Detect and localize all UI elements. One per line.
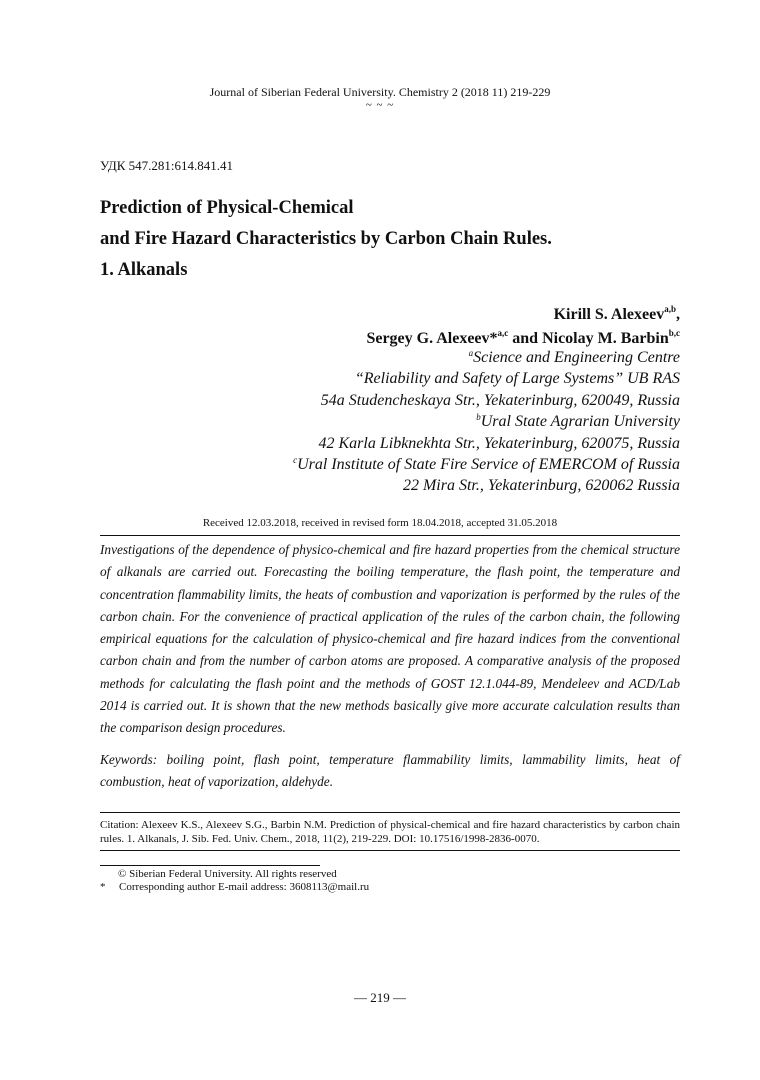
author-superscript: a,b <box>664 304 676 314</box>
author-name: Kirill S. Alexeev <box>553 306 665 323</box>
divider <box>100 812 680 813</box>
affiliation-line: 42 Karla Libknekhta Str., Yekaterinburg, 620075, Russia <box>318 434 680 452</box>
affiliation-line: $^b$Ural State Agrarian University <box>476 412 680 431</box>
affiliation-line: $^c$Ural Institute of State Fire Service of EMERCOM of Russia <box>293 455 680 474</box>
affiliation-line: 22 Mira Str., Yekaterinburg, 620062 Russia <box>402 477 680 495</box>
affiliation-line: 54a Studencheskaya Str., Yekaterinburg, 620049, Russia <box>320 391 680 409</box>
udk-code: УДК 547.281:614.841.41 <box>100 158 234 173</box>
abstract: Investigations of the dependence of physico-chemical and fire hazard properties from the chemical structure of alkanals are carried out. Forecasting the boiling temperature, the flash point, the temperature and concentration flammability limits, the heats of combustion and vaporization is performed by the rules of the carbon chain. For the convenience of practical application of the rules of the carbon chain, the following empirical equations for the calculation of physico-chemical and fire hazard indices from the conventional carbon chain and from the number of carbon atoms are proposed. A comparative analysis of the proposed methods for calculating the flash point and the methods of GOST 12.1.044-89, Mendeleev and ACD/Lab 2014 is carried out. It is shown that the new methods basically give more accurate calculation results than the comparison design procedures. <box>100 542 680 736</box>
author-list <box>80 303 680 351</box>
paper-title <box>100 193 700 286</box>
citation: Citation: Alexeev K.S., Alexeev S.G., Barbin N.M. Prediction of physical-chemical and fire hazard characteristics by carbon chain rules. 1. Alkanals, J. Sib. Fed. Univ. Chem., 2018, 11(2), 219-229. DOI: 10.17516/1998-2836-0070. <box>100 819 680 845</box>
footnote-asterisk: * <box>100 881 106 893</box>
affiliations <box>80 347 680 497</box>
corresponding-author-note <box>100 881 369 893</box>
title-line-2: and Fire Hazard Characteristics by Carbon Chain Rules. <box>100 229 552 249</box>
author-line-2: Sergey G. Alexeev*$^{a,c}$ and Nicolay M. Barbin$^{b,c}$ <box>366 328 680 347</box>
affiliation-line: $^a$Science and Engineering Centre <box>468 348 680 366</box>
author-name: Sergey G. Alexeev* <box>366 330 498 347</box>
author-superscript: b,c <box>668 328 680 338</box>
corresponding-email: Corresponding author E-mail address: 3608113@mail.ru <box>119 881 370 893</box>
title-line-1: Prediction of Physical-Chemical <box>100 198 354 218</box>
author-name: Nicolay M. Barbin <box>542 330 669 347</box>
title-line-3: 1. Alkanals <box>100 260 188 280</box>
author-superscript: a,c <box>497 328 509 338</box>
page-number: — 219 — <box>354 990 406 1005</box>
footnote-rule <box>100 865 320 866</box>
received-dates: Received 12.03.2018, received in revised form 18.04.2018, accepted 31.05.2018 <box>202 517 558 529</box>
divider <box>100 850 680 851</box>
header-separator: ~ ~ ~ <box>365 99 395 111</box>
divider <box>100 535 680 536</box>
keywords: Keywords: boiling point, flash point, temperature flammability limits, lammability limits, heat of combustion, heat of vaporization, aldehyde. <box>100 752 680 790</box>
journal-header: Journal of Siberian Federal University. Chemistry 2 (2018 11) 219-229 <box>209 85 551 99</box>
copyright-note: © Siberian Federal University. All rights reserved <box>118 868 337 880</box>
affiliation-line: “Reliability and Safety of Large Systems” UB RAS <box>354 370 680 388</box>
author-line-1: Kirill S. Alexeev$^{a,b}$, <box>553 304 680 323</box>
